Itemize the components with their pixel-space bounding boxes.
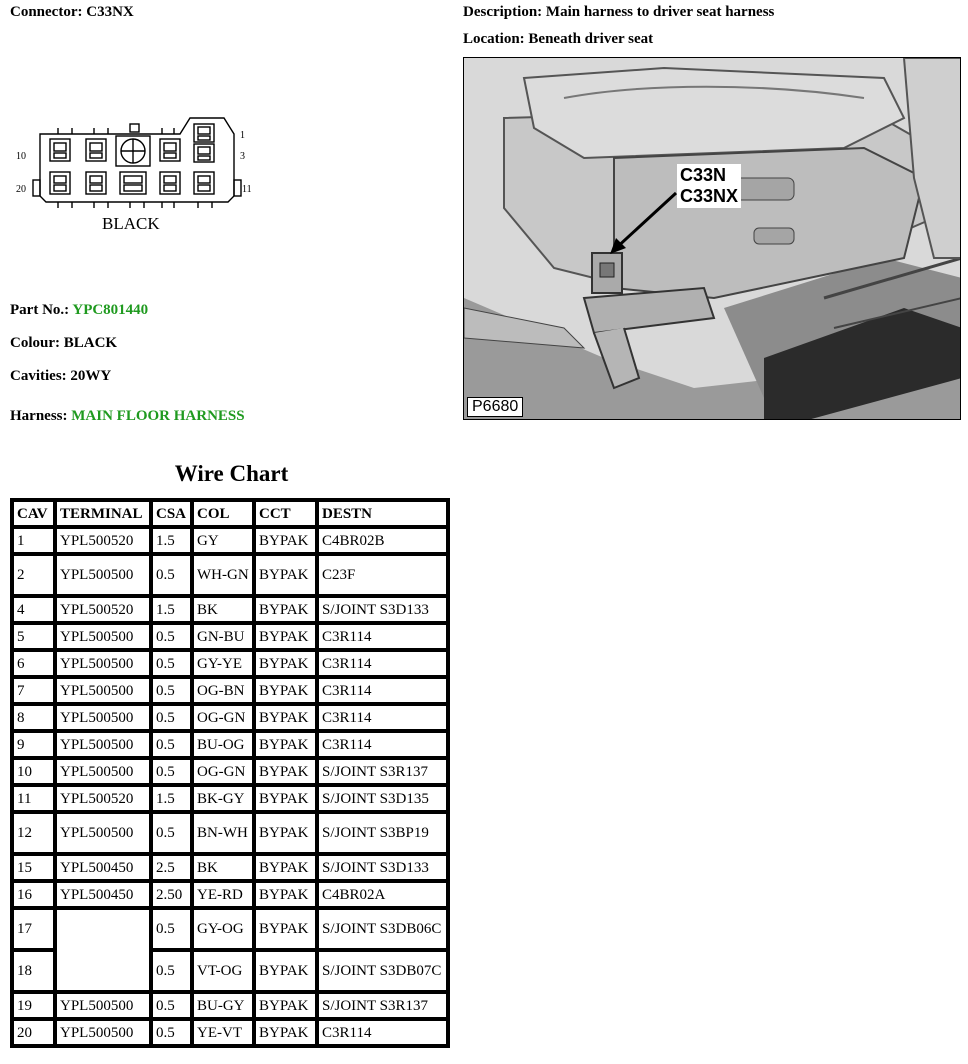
callout-line-2: C33NX	[680, 186, 739, 206]
col-cell: OG-BN	[192, 677, 254, 704]
location-photo	[463, 57, 961, 420]
cav-cell: 6	[12, 650, 55, 677]
harness-link[interactable]: MAIN FLOOR HARNESS	[71, 408, 245, 424]
csa-cell: 2.50	[151, 881, 192, 908]
destn-cell: C3R114	[317, 1019, 448, 1046]
cavities-value: 20WY	[70, 368, 112, 384]
location-value: Beneath driver seat	[528, 31, 654, 47]
column-header: CAV	[12, 500, 55, 527]
table-row	[12, 908, 448, 950]
table-row	[12, 992, 448, 1019]
table-header-row	[12, 500, 448, 527]
column-header: DESTN	[317, 500, 448, 527]
connector-caption: BLACK	[102, 214, 160, 233]
col-cell: YE-RD	[192, 881, 254, 908]
table-row	[12, 812, 448, 854]
terminal-cell: YPL500520	[55, 785, 151, 812]
destn-cell: S/JOINT S3DB06C	[317, 908, 448, 950]
cav-cell: 7	[12, 677, 55, 704]
location-label: Location:	[463, 31, 525, 47]
part-number-link[interactable]: YPC801440	[72, 302, 149, 318]
table-row	[12, 554, 448, 596]
table-row	[12, 596, 448, 623]
col-cell: YE-VT	[192, 1019, 254, 1046]
cav-cell: 8	[12, 704, 55, 731]
cct-cell: BYPAK	[254, 992, 317, 1019]
column-header: COL	[192, 500, 254, 527]
cct-cell: BYPAK	[254, 527, 317, 554]
wire-chart-table	[10, 498, 450, 1048]
cct-cell: BYPAK	[254, 881, 317, 908]
pin-label-20: 20	[16, 184, 26, 195]
harness-line	[10, 408, 245, 425]
pin-label-3: 3	[240, 151, 245, 162]
destn-cell: C4BR02A	[317, 881, 448, 908]
cavities-label: Cavities:	[10, 368, 67, 384]
csa-cell: 0.5	[151, 677, 192, 704]
col-cell: GY-OG	[192, 908, 254, 950]
destn-cell: S/JOINT S3D133	[317, 854, 448, 881]
csa-cell: 1.5	[151, 785, 192, 812]
photo-id: P6680	[467, 397, 523, 417]
table-row	[12, 1019, 448, 1046]
wire-chart-body	[12, 527, 448, 1046]
terminal-cell: YPL500500	[55, 1019, 151, 1046]
csa-cell: 0.5	[151, 623, 192, 650]
part-label: Part No.:	[10, 302, 70, 318]
terminal-cell: YPL500500	[55, 758, 151, 785]
csa-cell: 2.5	[151, 854, 192, 881]
cct-cell: BYPAK	[254, 596, 317, 623]
cav-cell: 2	[12, 554, 55, 596]
cav-cell: 16	[12, 881, 55, 908]
colour-label: Colour:	[10, 335, 60, 351]
destn-cell: S/JOINT S3BP19	[317, 812, 448, 854]
terminal-cell: YPL500450	[55, 854, 151, 881]
location-line	[463, 31, 653, 48]
cav-cell: 11	[12, 785, 55, 812]
connector-face-diagram	[12, 112, 257, 237]
cct-cell: BYPAK	[254, 650, 317, 677]
cct-cell: BYPAK	[254, 731, 317, 758]
table-row	[12, 527, 448, 554]
csa-cell: 0.5	[151, 758, 192, 785]
col-cell: OG-GN	[192, 758, 254, 785]
photo-callout	[677, 164, 741, 208]
col-cell: BU-OG	[192, 731, 254, 758]
destn-cell: S/JOINT S3R137	[317, 992, 448, 1019]
terminal-cell: YPL500520	[55, 527, 151, 554]
destn-cell: S/JOINT S3D133	[317, 596, 448, 623]
terminal-cell	[55, 908, 151, 992]
terminal-cell: YPL500500	[55, 677, 151, 704]
csa-cell: 0.5	[151, 950, 192, 992]
destn-cell: C4BR02B	[317, 527, 448, 554]
cav-cell: 19	[12, 992, 55, 1019]
cav-cell: 1	[12, 527, 55, 554]
connector-label: Connector:	[10, 4, 83, 20]
destn-cell: C3R114	[317, 704, 448, 731]
cav-cell: 4	[12, 596, 55, 623]
destn-cell: S/JOINT S3DB07C	[317, 950, 448, 992]
description-value: Main harness to driver seat harness	[545, 4, 775, 20]
terminal-cell: YPL500500	[55, 704, 151, 731]
col-cell: BK-GY	[192, 785, 254, 812]
connector-value: C33NX	[86, 4, 134, 20]
table-row	[12, 731, 448, 758]
table-row	[12, 650, 448, 677]
cct-cell: BYPAK	[254, 704, 317, 731]
harness-label: Harness:	[10, 408, 68, 424]
part-number-line	[10, 302, 148, 319]
terminal-cell: YPL500500	[55, 650, 151, 677]
cct-cell: BYPAK	[254, 623, 317, 650]
cav-cell: 18	[12, 950, 55, 992]
table-row	[12, 623, 448, 650]
cct-cell: BYPAK	[254, 1019, 317, 1046]
csa-cell: 1.5	[151, 596, 192, 623]
terminal-cell: YPL500500	[55, 812, 151, 854]
terminal-cell: YPL500500	[55, 623, 151, 650]
col-cell: GN-BU	[192, 623, 254, 650]
col-cell: BU-GY	[192, 992, 254, 1019]
cav-cell: 17	[12, 908, 55, 950]
cav-cell: 20	[12, 1019, 55, 1046]
destn-cell: C3R114	[317, 650, 448, 677]
pin-label-1: 1	[240, 130, 245, 141]
table-row	[12, 881, 448, 908]
col-cell: WH-GN	[192, 554, 254, 596]
cav-cell: 5	[12, 623, 55, 650]
cct-cell: BYPAK	[254, 677, 317, 704]
csa-cell: 0.5	[151, 650, 192, 677]
csa-cell: 0.5	[151, 731, 192, 758]
cav-cell: 9	[12, 731, 55, 758]
cct-cell: BYPAK	[254, 950, 317, 992]
cavities-line	[10, 368, 111, 385]
destn-cell: C23F	[317, 554, 448, 596]
terminal-cell: YPL500500	[55, 992, 151, 1019]
cct-cell: BYPAK	[254, 554, 317, 596]
pin-label-10: 10	[16, 151, 26, 162]
table-row	[12, 758, 448, 785]
connector-line	[10, 4, 134, 21]
column-header: CCT	[254, 500, 317, 527]
col-cell: OG-GN	[192, 704, 254, 731]
col-cell: BN-WH	[192, 812, 254, 854]
destn-cell: S/JOINT S3R137	[317, 758, 448, 785]
cct-cell: BYPAK	[254, 758, 317, 785]
cav-cell: 12	[12, 812, 55, 854]
destn-cell: S/JOINT S3D135	[317, 785, 448, 812]
pin-label-11: 11	[242, 184, 252, 195]
wire-chart-title: Wire Chart	[174, 461, 289, 486]
destn-cell: C3R114	[317, 623, 448, 650]
destn-cell: C3R114	[317, 677, 448, 704]
col-cell: BK	[192, 596, 254, 623]
column-header: TERMINAL	[55, 500, 151, 527]
cct-cell: BYPAK	[254, 812, 317, 854]
description-label: Description:	[463, 4, 543, 20]
terminal-cell: YPL500500	[55, 554, 151, 596]
cav-cell: 10	[12, 758, 55, 785]
colour-line	[10, 335, 117, 352]
cct-cell: BYPAK	[254, 908, 317, 950]
callout-line-1: C33N	[680, 165, 727, 185]
terminal-cell: YPL500450	[55, 881, 151, 908]
terminal-cell: YPL500520	[55, 596, 151, 623]
description-line	[463, 4, 774, 21]
column-header: CSA	[151, 500, 192, 527]
csa-cell: 0.5	[151, 704, 192, 731]
csa-cell: 0.5	[151, 554, 192, 596]
csa-cell: 0.5	[151, 812, 192, 854]
col-cell: VT-OG	[192, 950, 254, 992]
col-cell: GY-YE	[192, 650, 254, 677]
col-cell: GY	[192, 527, 254, 554]
csa-cell: 0.5	[151, 1019, 192, 1046]
table-row	[12, 854, 448, 881]
csa-cell: 1.5	[151, 527, 192, 554]
terminal-cell: YPL500500	[55, 731, 151, 758]
cct-cell: BYPAK	[254, 854, 317, 881]
colour-value: BLACK	[63, 335, 118, 351]
destn-cell: C3R114	[317, 731, 448, 758]
csa-cell: 0.5	[151, 908, 192, 950]
cct-cell: BYPAK	[254, 785, 317, 812]
table-row	[12, 677, 448, 704]
col-cell: BK	[192, 854, 254, 881]
table-row	[12, 785, 448, 812]
table-row	[12, 704, 448, 731]
csa-cell: 0.5	[151, 992, 192, 1019]
cav-cell: 15	[12, 854, 55, 881]
